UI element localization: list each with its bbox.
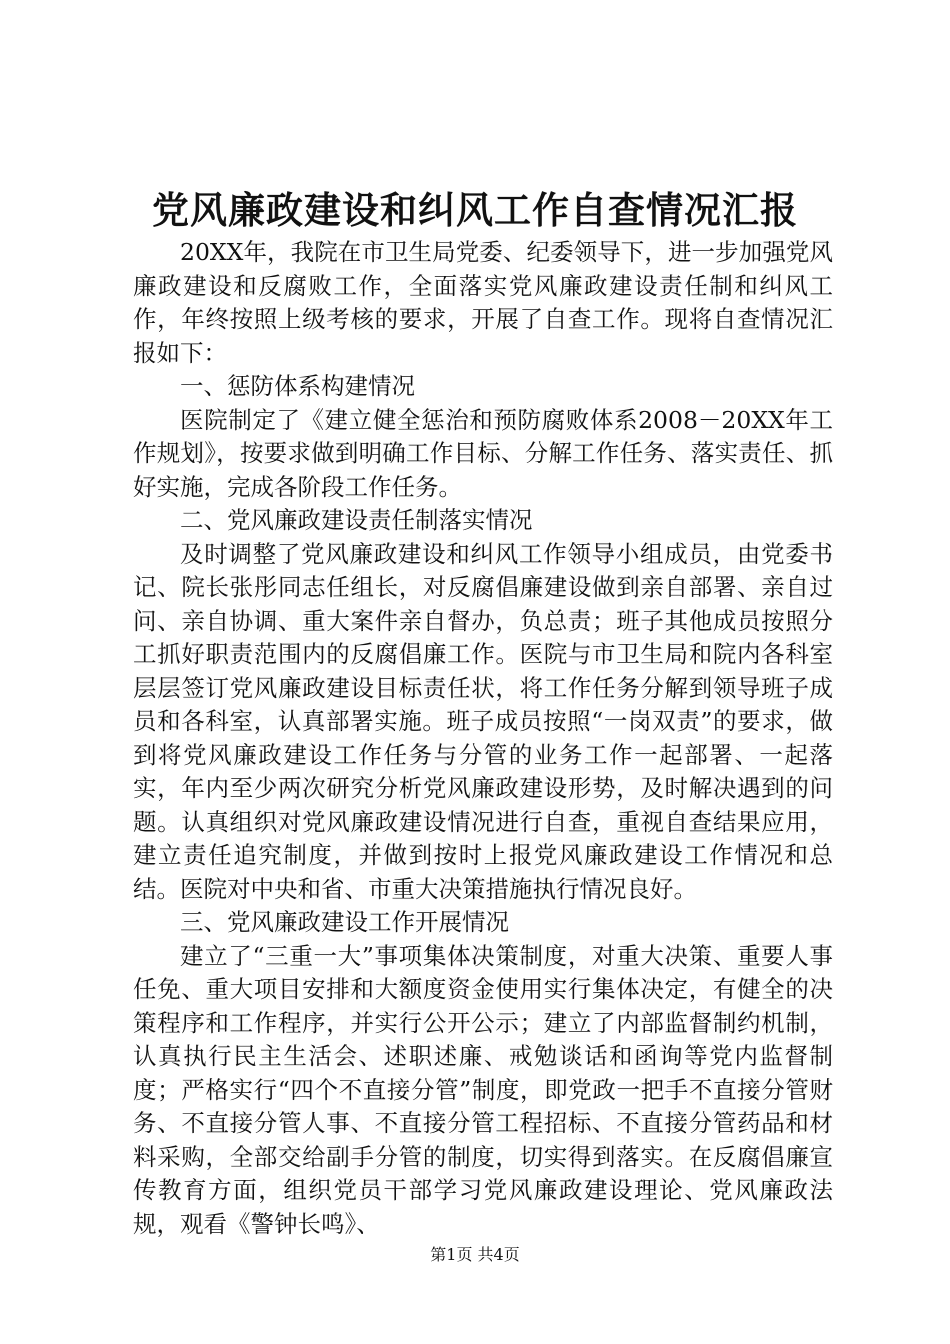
section-heading-3: 三、党风廉政建设工作开展情况 [180, 908, 509, 936]
paragraph-section-3: 建立了“三重一大”事项集体决策制度，对重大决策、重要人事任免、重大项目安排和大额度资金使用实行集体决定，有健全的决策程序和工作程序，并实行公开公示；建立了内部监督制约机制，认真执行民主生活会、述职述廉、戒勉谈话和函询等党内监督制度；严格实行“四个不直接分管”制度，即党政一把手不直接分管财务、不直接分管人事、不直接分管工程招标、不直接分管药品和材料采购，全部交给副手分管的制度，切实得到落实。在反腐倡廉宣传教育方面，组织党员干部学习党风廉政建设理论、党风廉政法规，观看《警钟长鸣》、 [133, 941, 833, 1238]
document-title: 党风廉政建设和纠风工作自查情况汇报 [152, 188, 798, 232]
page-number-footer: 第1页 共4页 [430, 1245, 520, 1264]
document-body [133, 236, 833, 1241]
paragraph-intro: 20XX年，我院在市卫生局党委、纪委领导下，进一步加强党风廉政建设和反腐败工作，全面落实党风廉政建设责任制和纠风工作，年终按照上级考核的要求，开展了自查工作。现将自查情况汇报如下： [133, 238, 833, 367]
paragraph-section-1: 医院制定了《建立健全惩治和预防腐败体系2008－20XX年工作规划》，按要求做到明确工作目标、分解工作任务、落实责任、抓好实施，完成各阶段工作任务。 [133, 405, 833, 501]
paragraph-section-2: 及时调整了党风廉政建设和纠风工作领导小组成员，由党委书记、院长张彤同志任组长，对反腐倡廉建设做到亲自部署、亲自过问、亲自协调、重大案件亲自督办，负总责；班子其他成员按照分工抓好职责范围内的反腐倡廉工作。医院与市卫生局和院内各科室层层签订党风廉政建设目标责任状，将工作任务分解到领导班子成员和各科室，认真部署实施。班子成员按照“一岗双责”的要求，做到将党风廉政建设工作任务与分管的业务工作一起部署、一起落实，年内至少两次研究分析党风廉政建设形势，及时解决遇到的问题。认真组织对党风廉政建设情况进行自查，重视自查结果应用，建立责任追究制度，并做到按时上报党风廉政建设工作情况和总结。医院对中央和省、市重大决策措施执行情况良好。 [133, 539, 833, 903]
section-heading-1: 一、惩防体系构建情况 [180, 372, 415, 400]
section-heading-2: 二、党风廉政建设责任制落实情况 [180, 506, 533, 534]
